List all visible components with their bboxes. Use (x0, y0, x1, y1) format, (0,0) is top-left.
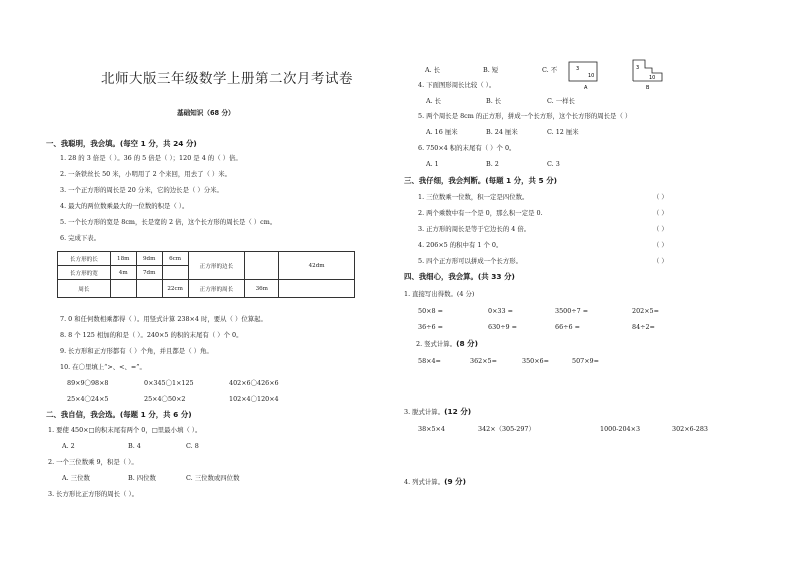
calc-item: 50×8 = (418, 307, 443, 315)
option: C. 不 (542, 66, 558, 74)
s1-question-1: 1. 28 的 3 倍是（ ）。36 的 5 倍是（ ）；120 是 4 的（ ）倍。 (60, 154, 242, 162)
section-subtitle: 基础知识（68 分） (177, 109, 235, 117)
answer-paren[interactable]: （ ） (653, 209, 668, 217)
option: A. 2 (62, 442, 75, 450)
judge-item: 2. 两个乘数中有一个是 0，那么积一定是 0. (418, 209, 543, 217)
compare-item: 102×4〇120×4 (229, 395, 279, 403)
s4-part-4 (404, 478, 466, 485)
s4-part-3 (404, 408, 471, 415)
s1-question-3: 3. 一个正方形的周长是 20 分米，它的边长是（ ）分米。 (60, 186, 223, 194)
answer-paren[interactable]: （ ） (653, 241, 668, 249)
figure-a-width: 3 (576, 66, 580, 72)
section-1-heading: 一、我聪明，我会填。(每空 1 分，共 24 分) (46, 139, 197, 148)
option: C. 三位数或四位数 (186, 474, 240, 482)
s2-question-4: 4. 下面图形周长比较（ ）。 (418, 81, 496, 89)
section-3-heading: 三、我仔细，我会判断。(每题 1 分，共 5 分) (404, 176, 557, 185)
s4-part-2-label: 2. 竖式计算。 (416, 340, 457, 348)
answer-paren[interactable]: （ ） (653, 257, 668, 265)
section-2-heading: 二、我自信，我会选。(每题 1 分，共 6 分) (46, 410, 192, 419)
s1-question-6: 6. 完成下表。 (60, 234, 101, 242)
option: B. 2 (486, 160, 499, 168)
s1-question-8: 8. 8 个 125 相加的和是（ ）。240×5 的积的末尾有（ ）个 0。 (60, 331, 243, 339)
s1-question-4: 4. 最大的两位数乘最大的一位数的积是（ ）。 (60, 202, 189, 210)
table-cell (136, 280, 162, 298)
s2-question-1: 1. 要使 450×□的积末尾有两个 0，□里最小填（ ）。 (48, 426, 202, 434)
option: A. 长 (426, 97, 442, 105)
option: C. 8 (186, 442, 199, 450)
calc-item: 38×5×4 (418, 425, 445, 433)
option: A. 长 (425, 66, 441, 74)
table-cell: 42dm (279, 252, 355, 280)
option: A. 16 厘米 (426, 128, 458, 136)
calc-item: 350×6= (522, 357, 549, 365)
table-cell: 36m (245, 280, 279, 298)
calc-item: 202×5= (632, 307, 659, 315)
calc-item: 342×（305-297） (478, 425, 535, 433)
figure-a-length: 10 (588, 73, 595, 79)
figure-b (632, 58, 664, 90)
option: B. 4 (128, 442, 141, 450)
judge-item: 1. 三位数乘一位数，积一定是四位数。 (418, 193, 529, 201)
s2-question-3: 3. 长方形比正方形的周长（ ）。 (48, 490, 139, 498)
s1-question-5: 5. 一个长方形的宽是 8cm，长是宽的 2 倍，这个长方形的周长是（ ）cm。 (60, 218, 277, 226)
section-4-heading: 四、我细心，我会算。(共 33 分) (404, 272, 515, 281)
calc-item: 84÷2= (632, 323, 655, 331)
s4-part-4-label: 4. 列式计算。 (404, 478, 445, 486)
s4-part-1: 1. 直接写出得数。(4 分) (404, 290, 475, 298)
calc-item: 3500÷7 = (555, 307, 589, 315)
s4-part-2-points: (8 分) (456, 339, 478, 348)
s4-part-3-points: (12 分) (444, 407, 472, 416)
calc-item: 36÷6 = (418, 323, 443, 331)
judge-item: 3. 正方形的周长是等于它边长的 4 倍。 (418, 225, 531, 233)
s1-question-10: 10. 在〇里填上“>、<、=”。 (60, 363, 146, 371)
table-cell: 正方形的边长 (188, 252, 245, 280)
compare-item: 25×4〇50×2 (144, 395, 186, 403)
s1-question-9: 9. 长方形和正方形都有（ ）个角，并且都是（ ）角。 (60, 347, 213, 355)
option: C. 3 (547, 160, 560, 168)
figure-b-length: 10 (649, 75, 656, 81)
calc-item: 58×4= (418, 357, 441, 365)
s4-part-4-points: (9 分) (444, 477, 466, 486)
table-cell (162, 266, 188, 280)
calc-item: 1000-204×3 (600, 425, 641, 433)
calc-item: 302×6-283 (672, 425, 708, 433)
table-cell: 6cm (162, 252, 188, 266)
table-cell: 7dm (136, 266, 162, 280)
figure-b-width: 3 (636, 65, 640, 71)
fill-table (57, 251, 355, 298)
compare-item: 25×4〇24×5 (67, 395, 109, 403)
table-cell (110, 280, 136, 298)
table-cell: 长方形的宽 (58, 266, 111, 280)
option: B. 四位数 (128, 474, 156, 482)
s4-part-3-label: 3. 脱式计算。 (404, 408, 445, 416)
table-cell (279, 280, 355, 298)
table-cell: 4m (110, 266, 136, 280)
figure-a-label: A (584, 85, 588, 90)
s2-question-5: 5. 两个周长是 8cm 的正方形，拼成一个长方形，这个长方形的周长是（ ） (418, 112, 632, 120)
calc-item: 362×5= (470, 357, 497, 365)
s2-question-2: 2. 一个三位数乘 9，积是（ ）。 (48, 458, 138, 466)
compare-item: 0×345〇1×125 (144, 379, 194, 387)
option: B. 24 厘米 (486, 128, 518, 136)
s2-question-6: 6. 750×4 积的末尾有（ ）个 0。 (418, 144, 516, 152)
table-cell: 18m (110, 252, 136, 266)
figure-a (568, 60, 598, 90)
table-cell (245, 252, 279, 280)
calc-item: 630÷9 = (488, 323, 518, 331)
calc-item: 0×33 = (488, 307, 513, 315)
option: B. 长 (486, 97, 502, 105)
figure-b-label: B (646, 85, 650, 90)
answer-paren[interactable]: （ ） (653, 225, 668, 233)
answer-paren[interactable]: （ ） (653, 193, 668, 201)
table-cell: 22cm (162, 280, 188, 298)
s4-part-2 (416, 340, 478, 347)
judge-item: 5. 四个正方形可以拼成一个长方形。 (418, 257, 522, 265)
table-cell: 长方形的长 (58, 252, 111, 266)
compare-item: 402×6〇426×6 (229, 379, 279, 387)
s1-question-2: 2. 一条铁丝长 50 米，小明用了 2 个来回，用去了（ ）米。 (60, 170, 232, 178)
table-cell: 正方形的周长 (188, 280, 245, 298)
calc-item: 66÷6 = (555, 323, 580, 331)
option: A. 1 (426, 160, 439, 168)
option: A. 三位数 (62, 474, 90, 482)
table-cell: 9dm (136, 252, 162, 266)
option: C. 一样长 (547, 97, 575, 105)
calc-item: 507×9= (572, 357, 599, 365)
option: C. 12 厘米 (547, 128, 579, 136)
judge-item: 4. 206×5 的积中有 1 个 0。 (418, 241, 503, 249)
table-cell: 周长 (58, 280, 111, 298)
s1-question-7: 7. 0 和任何数相乘都得（ ）。用竖式计算 238×4 时，要从（ ）位算起。 (60, 315, 267, 323)
page-title: 北师大版三年级数学上册第二次月考试卷 (101, 71, 353, 87)
compare-item: 89×9〇98×8 (67, 379, 109, 387)
option: B. 短 (483, 66, 499, 74)
